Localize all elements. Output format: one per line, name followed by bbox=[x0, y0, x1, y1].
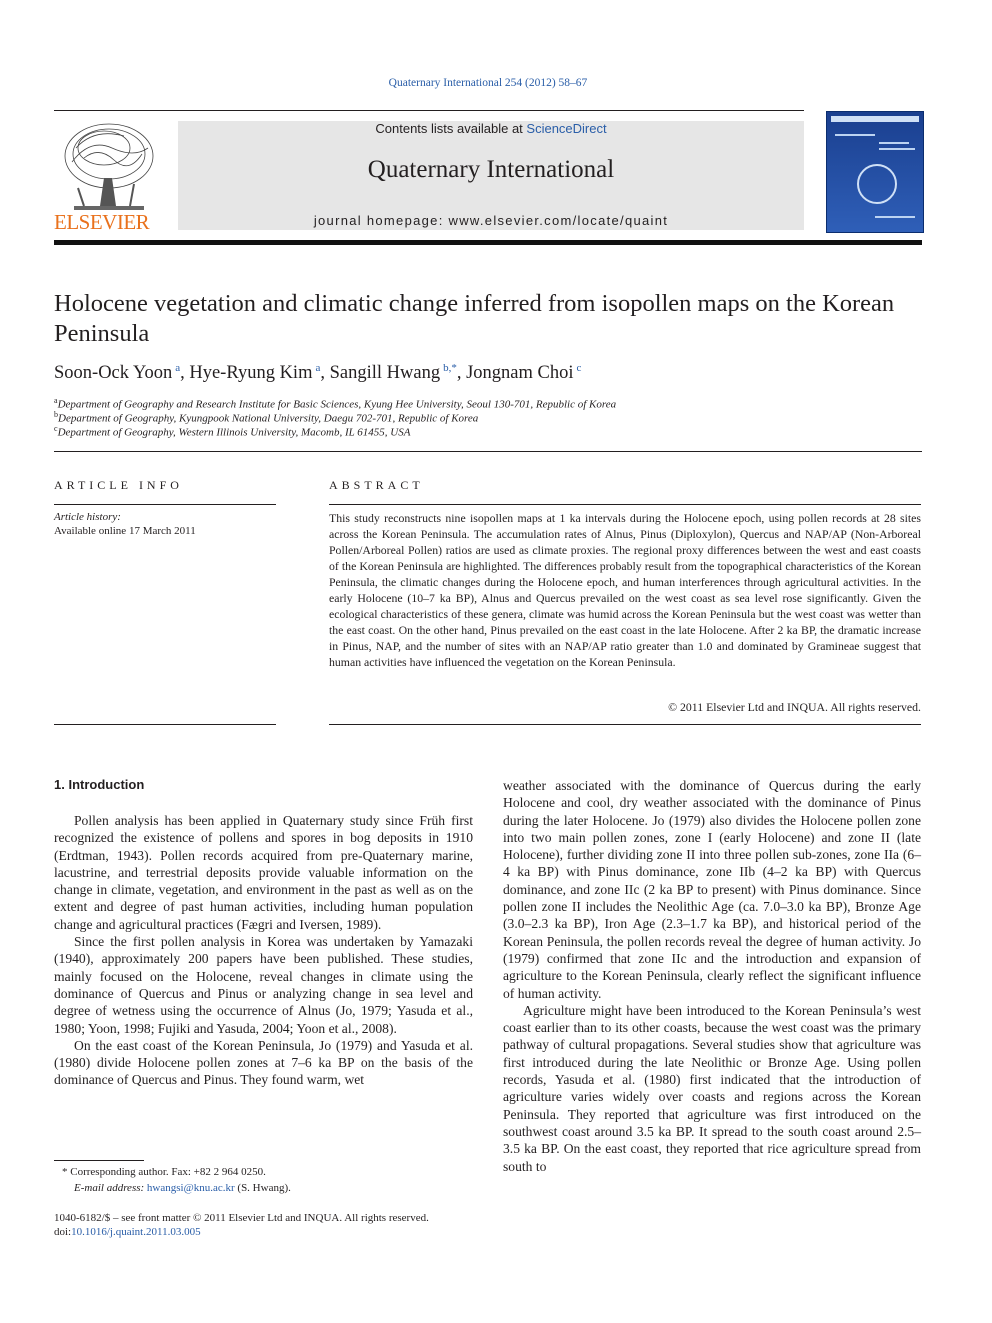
abstract-copyright: © 2011 Elsevier Ltd and INQUA. All rights reserved. bbox=[668, 700, 921, 714]
email-label: E-mail address: bbox=[74, 1182, 147, 1194]
footnote-rule bbox=[54, 1160, 144, 1161]
body-paragraph: weather associated with the dominance of Quercus during the early Holocene and cool, dry weather associated with the dominance of Pinus during the later Holocene. Jo (1979) also divides the Holocene pollen zone into two main pollen zones, zone I (early Holocene) and zone II (late Holocene), further dividing zone II into three pollen sub-zones, zone IIa (6–4 ka BP) with Pinus dominance, zone IIb (4–2 ka BP) with Quercus dominance, and zone IIc (2 ka BP to present) with Pinus dominance. Since pollen zone II includes the Neolithic Age (ca. 7.0–3.0 ka BP), Bronze Age (3.0–2.3 ka BP), Iron Age (2.3–1.7 ka BP), and historical period of the Korean Peninsula, the pollen records reveal the degree of human activity. Jo (1979) confirmed that zone IIc and the introduction and expansion of agriculture to the Korean Peninsula, clearly reflect the significant influence of human activity. bbox=[503, 778, 921, 1001]
abstract-text: This study reconstructs nine isopollen maps at 1 ka intervals during the Holocene epoch, using pollen records at 28 sites across the Korean Peninsula. The accumulation rates of Alnus, Pinus (Diploxylon), Quercus and NAP/AP (Non-Arboreal Pollen/Arboreal Pollen) ratios are used as climate proxies. The regional proxy differences between the west and east coasts of the Korean Peninsula are highlighted. The differences probably result from the topographical characteristics of the Korean Peninsula, the climatic changes during the Holocene epoch, and human interferences through agricultural activities. In the early Holocene (10–7 ka BP), Alnus and Quercus prevailed on the west coast as sea level rose significantly. Given the ecological characteristics of these genera, climate was humid across the Korean Peninsula but the west coast was wetter than the east coast. On the other hand, Pinus prevailed on the east coast in the late Holocene. After 2 ka BP, the dramatic increase in Pinus, NAP, and the number of sites with an NAP/AP ratio greater than 1.0 and dominated by Gramineae suggest that human activities have influenced the vegetation on the Korean Peninsula. bbox=[329, 511, 921, 669]
author-affiliation-sup[interactable]: a bbox=[315, 362, 321, 374]
affiliation-sup: b bbox=[54, 410, 58, 419]
author-name: Soon-Ock Yoon bbox=[54, 363, 173, 383]
sciencedirect-link[interactable]: ScienceDirect bbox=[526, 121, 607, 136]
author-name: Jongnam Choi bbox=[466, 363, 574, 383]
body-left-column bbox=[54, 812, 473, 1089]
affiliation-text: Department of Geography, Kyungpook National University, Daegu 702-701, Republic of Korea bbox=[58, 412, 479, 425]
cover-line bbox=[875, 216, 915, 218]
affiliation-b bbox=[54, 410, 914, 425]
article-info-bottom-rule bbox=[54, 724, 276, 725]
author-affiliation-sup[interactable]: b,* bbox=[443, 362, 457, 374]
cover-line bbox=[879, 148, 915, 150]
journal-title: Quaternary International bbox=[367, 156, 615, 183]
body-paragraph: Agriculture might have been introduced to the Korean Peninsula’s west coast earlier than to its other coasts, because the west coast was the primary pathway of cultural propagations. Several studies show that agriculture was first introduced during the late Neolithic or Bronze Age. Using pollen records, Yasuda et al. (1980) first indicated that the introduction of agriculture varies widely over coasts and regions across the Korean Peninsula. They reported that agriculture was first introduced on the southwest coast around 3.5 ka BP. It spread to the south coast around 2.5–3.5 ka BP. On the east coast, they reported that rice agriculture spread from south to bbox=[503, 1002, 921, 1174]
contents-prefix: Contents lists available at bbox=[375, 121, 527, 136]
affiliation-sup: a bbox=[54, 396, 58, 405]
body-paragraph: Since the first pollen analysis in Korea was undertaken by Yamazaki (1940), approximately 200 papers have been published. These studies, mainly focused on the Holocene, reveal changes in climate using the dominance of Quercus and Pinus or analyzing change in sea level and degree of wetness using the occurrence of Alnus (Jo, 1979; Yasuda et al., 1980; Yoon, 1998; Fujiki and Yasuda, 2004; Yoon et al., 2008). bbox=[54, 934, 473, 1036]
article-history-label: Article history: bbox=[54, 511, 121, 523]
article-history-value: Available online 17 March 2011 bbox=[54, 525, 196, 537]
header-rule bbox=[54, 110, 804, 111]
doi-link[interactable]: 10.1016/j.quaint.2011.03.005 bbox=[71, 1226, 201, 1238]
affiliation-sup: c bbox=[54, 424, 58, 433]
author-list: Soon-Ock Yoon $^a$, Hye-Ryung Kim $^a$, Sangill Hwang $^{b,*}$, Jongnam Choi $^c$ bbox=[54, 362, 582, 383]
cover-line bbox=[879, 142, 909, 144]
journal-citation[interactable]: Quaternary International 254 (2012) 58–67 bbox=[388, 77, 588, 89]
elsevier-wordmark: ELSEVIER bbox=[54, 210, 150, 234]
doi-note bbox=[54, 1226, 534, 1238]
corresponding-author-note: * Corresponding author. Fax: +82 2 964 0250. bbox=[62, 1166, 266, 1178]
affiliation-text: Department of Geography and Research Institute for Basic Sciences, Kyung Hee University, Seoul 130-701, Republic of Korea bbox=[57, 398, 617, 411]
doi-prefix: doi: bbox=[54, 1226, 72, 1238]
introduction-heading: 1. Introduction bbox=[54, 777, 145, 792]
author-name: Sangill Hwang bbox=[329, 363, 441, 383]
email-suffix: (S. Hwang). bbox=[234, 1182, 291, 1194]
body-paragraph: On the east coast of the Korean Peninsula, Jo (1979) and Yasuda et al. (1980) divide Holocene pollen zones at 7–6 ka BP on the basis of the dominance of Quercus and Pinus. They found warm, wet bbox=[54, 1037, 473, 1088]
section-rule bbox=[54, 451, 922, 452]
email-link[interactable]: hwangsi@knu.ac.kr bbox=[146, 1182, 235, 1194]
journal-cover-image bbox=[826, 111, 924, 233]
author-affiliation-sup[interactable]: a bbox=[175, 362, 181, 374]
author-name: Hye-Ryung Kim bbox=[189, 363, 313, 383]
abstract-heading: ABSTRACT bbox=[329, 478, 424, 492]
masthead-thick-rule bbox=[54, 240, 922, 245]
cover-title-band bbox=[831, 116, 919, 122]
abstract-rule bbox=[329, 504, 921, 505]
cover-line bbox=[835, 134, 875, 136]
abstract-bottom-rule bbox=[329, 724, 921, 725]
email-note bbox=[54, 1182, 494, 1194]
journal-homepage[interactable]: journal homepage: www.elsevier.com/locate/quaint bbox=[313, 213, 669, 228]
body-right-column bbox=[503, 777, 921, 1175]
contents-line bbox=[178, 121, 804, 136]
article-info-heading: ARTICLE INFO bbox=[54, 478, 183, 492]
article-info-rule bbox=[54, 504, 276, 505]
affiliation-c bbox=[54, 424, 914, 439]
front-matter-note: 1040-6182/$ – see front matter © 2011 Elsevier Ltd and INQUA. All rights reserved. bbox=[54, 1212, 429, 1224]
affiliation-text: Department of Geography, Western Illinois University, Macomb, IL 61455, USA bbox=[57, 426, 411, 439]
author-affiliation-sup[interactable]: c bbox=[576, 362, 582, 374]
article-title: Holocene vegetation and climatic change inferred from isopollen maps on the Korean Peninsula bbox=[54, 290, 895, 347]
affiliation-a bbox=[54, 396, 914, 411]
cover-emblem bbox=[857, 164, 897, 204]
body-paragraph: Pollen analysis has been applied in Quaternary study since Früh first recognized the existence of pollens and spores in bog deposits in 1910 (Erdtman, 1943). Pollen records acquired from pre-Quaternary marine, lacustrine, and terrestrial deposits provide valuable information on the change in climate, vegetation, and environment in the past as well as on the extent and degree of past human activities, including human population change and agricultural practices (Fægri and Iversen, 1989). bbox=[54, 813, 473, 932]
